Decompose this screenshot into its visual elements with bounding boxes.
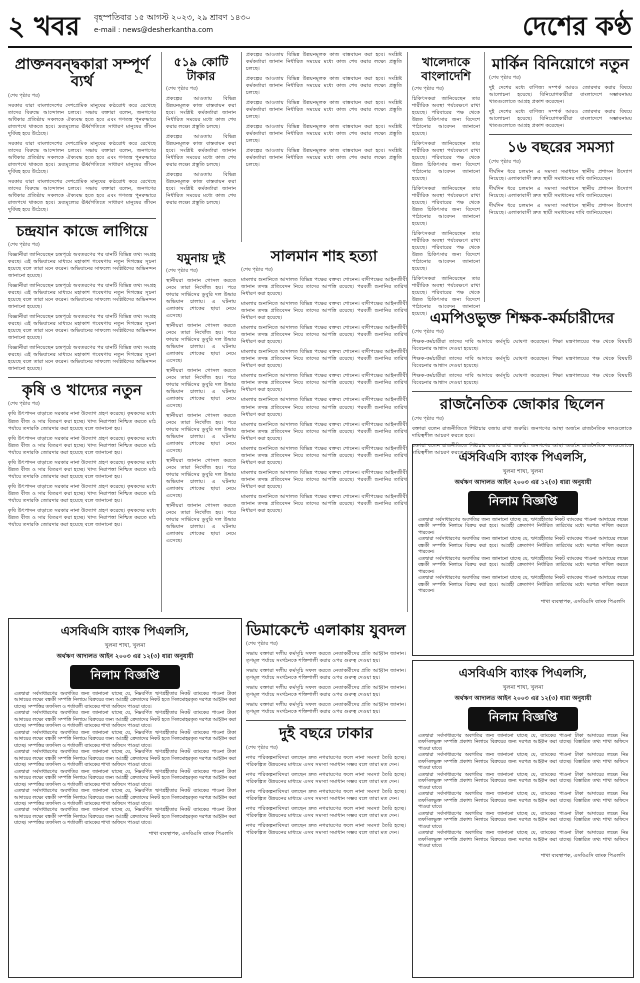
notice-title: নিলাম বিজ্ঞপ্তি [468,707,578,731]
story-body: কৃষি উৎপাদন বাড়াতে সরকার নানা উদ্যোগ গ্রহণ করেছে। কৃষকদের মধ্যে উন্নত বীজ ও সার বিতরণ করা হচ্ছে। খাদ্য নিরাপত্তা নিশ্চিত করতে মাঠ পর্যায়ে তদারকি জোরদার করা হয়েছে বলে জানানো হয়। [8,435,156,456]
story-body: বিজ্ঞানীরা জানিয়েছেন চন্দ্রপৃষ্ঠে অবতরণের পর যানটি বিভিন্ন তথ্য সংগ্রহ করছে। এই অভিযানের মাধ্যমে মহাকাশ গবেষণায় নতুন দিগন্তের সূচনা হয়েছে বলে তারা মনে করেন। অভিযানের সাফল্যে সংশ্লিষ্টদের অভিনন্দন জানানো হয়েছে। [8,345,156,373]
continuation-note: (শেষ পৃষ্ঠার পর) [241,267,273,274]
continuation-note: (শেষ পৃষ্ঠার পর) [246,744,278,751]
notice-body: এতদ্বারা সর্বসাধারণের অবগতির জন্য জানানো যাচ্ছে যে, ব্যাংকের পাওনা টাকা আদায়ের লক্ষ্যে নিম্ন তফসিলভুক্ত সম্পত্তি প্রকাশ্য নিলামে বিক্রয়ের জন্য দরপত্র আহ্বান করা যাচ্ছে। বিস্তারিত তথ্য শাখা অফিসে পাওয়া যাবে। [418,811,628,830]
column-3 [241,244,407,612]
continuation-note: (শেষ পৃষ্ঠার পর) [166,267,198,274]
headline[interactable]: সালমান শাহ হত্যা [270,247,378,265]
story-body: সভায় বক্তারা দলীয় কর্মসূচি সফল করতে নেতাকর্মীদের প্রতি আহ্বান জানান। তৃণমূল পর্যায়ে সংগঠনকে শক্তিশালী করার ওপর গুরুত্ব দেওয়া হয়। [246,668,406,682]
notice-body: এতদ্বারা সর্বসাধারণের অবগতির জন্য জানানো যাচ্ছে যে, নিম্নবর্ণিত ঋণগ্রহীতার নিকট ব্যাংকের পাওনা টাকা আদায়ের লক্ষ্যে বন্ধকী সম্পত্তি নিলামে বিক্রয়ের জন্য আগ্রহী ক্রেতাদের নিকট হতে সিলমোহরকৃত দরপত্র আহ্বান করা যাচ্ছে। সম্পত্তির তফসিল ও শর্তাবলী ব্যাংকের শাখা অফিসে পাওয়া যাবে। [14,789,236,807]
column-5 [489,52,632,302]
story-body: মামলার শুনানিতে আদালত বিভিন্ন পক্ষের বক্তব্য শোনেন। বাদীপক্ষের আইনজীবী জানান তদন্ত প্রতিবেদন নিয়ে তাদের আপত্তি রয়েছে। পরবর্তী শুনানির তারিখ নির্ধারণ করা হয়েছে। [241,349,407,370]
story-body: চিকিৎসকরা জানিয়েছেন তার শারীরিক অবস্থা পর্যবেক্ষণে রাখা হয়েছে। পরিবারের পক্ষ থেকে উন্নত চিকিৎসার জন্য বিদেশে পাঠানোর আবেদন জানানো হয়েছে। [412,275,480,318]
notice-address: খুলনা শাখা, খুলনা [104,643,146,649]
notice-title: নিলাম বিজ্ঞপ্তি [70,665,180,689]
notice-bank-name: এসবিএসি ব্যাংক পিএলসি, [60,624,190,638]
story-body: স্থানীয়রা জানান গোসল করতে নেমে তারা নিখোঁজ হয়। পরে ফায়ার সার্ভিসের ডুবুরি দল উদ্ধার অভিযান চালায়। এ ঘটনায় এলাকায় শোকের ছায়া নেমে এসেছে। [166,322,236,364]
story-body: নগর পরিকল্পনাবিদরা বলছেন দ্রুত নগরায়ণের ফলে নানা সমস্যা তৈরি হচ্ছে। পরিকল্পিত উন্নয়নের মাধ্যমে এসব সমস্যা সমাধান সম্ভব বলে তারা মত দেন। [246,805,406,819]
story-divider [246,720,406,721]
continuation-note: (শেষ পৃষ্ঠার পর) [246,641,278,648]
story-body: বিজ্ঞানীরা জানিয়েছেন চন্দ্রপৃষ্ঠে অবতরণের পর যানটি বিভিন্ন তথ্য সংগ্রহ করছে। এই অভিযানের মাধ্যমে মহাকাশ গবেষণায় নতুন দিগন্তের সূচনা হয়েছে বলে তারা মনে করেন। অভিযানের সাফল্যে সংশ্লিষ্টদের অভিনন্দন জানানো হয়েছে। [8,283,156,311]
story-body: কৃষি উৎপাদন বাড়াতে সরকার নানা উদ্যোগ গ্রহণ করেছে। কৃষকদের মধ্যে উন্নত বীজ ও সার বিতরণ করা হচ্ছে। খাদ্য নিরাপত্তা নিশ্চিত করতে মাঠ পর্যায়ে তদারকি জোরদার করা হয়েছে বলে জানানো হয়। [8,483,156,504]
story-body: নগর পরিকল্পনাবিদরা বলছেন দ্রুত নগরায়ণের ফলে নানা সমস্যা তৈরি হচ্ছে। পরিকল্পিত উন্নয়নের মাধ্যমে এসব সমস্যা সমাধান সম্ভব বলে তারা মত দেন। [246,788,406,802]
story-body: চিকিৎসকরা জানিয়েছেন তার শারীরিক অবস্থা পর্যবেক্ষণে রাখা হয়েছে। পরিবারের পক্ষ থেকে উন্নত চিকিৎসার জন্য বিদেশে পাঠানোর আবেদন জানানো হয়েছে। [412,230,480,272]
continuation-note: (শেষ পৃষ্ঠার পর) [8,92,40,99]
auction-notice [412,444,634,656]
continuation-note: (শেষ পৃষ্ঠার পর) [412,85,444,92]
notice-body: এতদ্বারা সর্বসাধারণের অবগতির জন্য জানানো যাচ্ছে যে, নিম্নবর্ণিত ঋণগ্রহীতার নিকট ব্যাংকের পাওনা টাকা আদায়ের লক্ষ্যে বন্ধকী সম্পত্তি নিলামে বিক্রয়ের জন্য আগ্রহী ক্রেতাদের নিকট হতে সিলমোহরকৃত দরপত্র আহ্বান করা যাচ্ছে। সম্পত্তির তফসিল ও শর্তাবলী ব্যাংকের শাখা অফিসে পাওয়া যাবে। [14,711,236,730]
auction-notice [8,618,242,978]
headline[interactable]: ডিমাকেন্টে এলাকায় যুবদল [246,621,406,639]
story-body: প্রকল্পের আওতায় বিভিন্ন উন্নয়নমূলক কাজ বাস্তবায়ন করা হবে। সংশ্লিষ্ট কর্মকর্তারা জানান নির্ধারিত সময়ের মধ্যে কাজ শেষ করার লক্ষ্যে প্রস্তুতি চলছে। [246,100,402,121]
story-body: স্থানীয়রা জানান গোসল করতে নেমে তারা নিখোঁজ হয়। পরে ফায়ার সার্ভিসের ডুবুরি দল উদ্ধার অভিযান চালায়। এ ঘটনায় এলাকায় শোকের ছায়া নেমে এসেছে। [166,458,236,500]
story-body: চিকিৎসকরা জানিয়েছেন তার শারীরিক অবস্থা পর্যবেক্ষণে রাখা হয়েছে। পরিবারের পক্ষ থেকে উন্নত চিকিৎসার জন্য বিদেশে পাঠানোর আবেদন জানানো হয়েছে। [412,95,480,137]
headline[interactable]: মার্কিন বিনিয়োগে নতুন [492,55,629,73]
story-body: সভায় বক্তারা দলীয় কর্মসূচি সফল করতে নেতাকর্মীদের প্রতি আহ্বান জানান। তৃণমূল পর্যায়ে সংগঠনকে শক্তিশালী করার ওপর গুরুত্ব দেওয়া হয়। [246,685,406,699]
story-body: মামলার শুনানিতে আদালত বিভিন্ন পক্ষের বক্তব্য শোনেন। বাদীপক্ষের আইনজীবী জানান তদন্ত প্রতিবেদন নিয়ে তাদের আপত্তি রয়েছে। পরবর্তী শুনানির তারিখ নির্ধারণ করা হয়েছে। [241,493,407,514]
story-body: কৃষি উৎপাদন বাড়াতে সরকার নানা উদ্যোগ গ্রহণ করেছে। কৃষকদের মধ্যে উন্নত বীজ ও সার বিতরণ করা হচ্ছে। খাদ্য নিরাপত্তা নিশ্চিত করতে মাঠ পর্যায়ে তদারকি জোরদার করা হয়েছে বলে জানানো হয়। [8,411,156,432]
story-divider [489,134,632,135]
email-address[interactable]: e-mail : news@desherkantha.com [94,26,214,34]
story-body: দীর্ঘদিন ধরে চলমান এ সমস্যা সমাধানে স্থানীয় প্রশাসন উদ্যোগ নিয়েছে। এলাকাবাসী দ্রুত স্থায়ী সমাধানের দাবি জানিয়েছেন। [489,168,632,182]
story-divider [8,377,156,378]
story-body: সরকার যারা বাংলাদেশের দেশপ্রেমিক মানুষের কণ্ঠরোধ করে রেখেছে তাদের বিরুদ্ধে আন্দোলন চলবে। সভায় বক্তারা বলেন, জনগণের অধিকার প্রতিষ্ঠায় সকলকে ঐক্যবদ্ধ হতে হবে এবং গণতন্ত্র পুনরুদ্ধারে রাজপথে থাকতে হবে। দ্রব্যমূল্যের ঊর্ধ্বগতিতে সাধারণ মানুষের জীবন দুর্বিষহ হয়ে উঠেছে। [8,140,156,175]
story-body: প্রকল্পের আওতায় বিভিন্ন উন্নয়নমূলক কাজ বাস্তবায়ন করা হবে। সংশ্লিষ্ট কর্মকর্তারা জানান নির্ধারিত সময়ের মধ্যে কাজ শেষ করার লক্ষ্যে প্রস্তুতি চলছে। [246,148,402,169]
notice-body: এতদ্বারা সর্বসাধারণের অবগতির জন্য জানানো যাচ্ছে যে, ঋণগ্রহীতার নিকট ব্যাংকের পাওনা আদায়ের লক্ষ্যে বন্ধকী সম্পত্তি নিলামে বিক্রয় করা হবে। আগ্রহী ক্রেতাগণ নির্ধারিত তারিখের মধ্যে দরপত্র দাখিল করতে পারবেন। [418,556,628,575]
headline[interactable]: দুই বছরে ঢাকার [279,724,373,743]
continuation-note: (শেষ পৃষ্ঠার পর) [166,85,198,92]
column-divider [484,52,485,302]
notice-signature: শাখা ব্যবস্থাপক, এসবিএসি ব্যাংক পিএলসি [540,853,625,860]
headline[interactable]: রাজনৈতিক জোকার ছিলেন [439,395,605,414]
story-body: মামলার শুনানিতে আদালত বিভিন্ন পক্ষের বক্তব্য শোনেন। বাদীপক্ষের আইনজীবী জানান তদন্ত প্রতিবেদন নিয়ে তাদের আপত্তি রয়েছে। পরবর্তী শুনানির তারিখ নির্ধারণ করা হয়েছে। [241,397,407,418]
notice-legal-act: অর্থঋণ আদালত আইন ২০০৩ এর ১২(৩) ধারা অনুযায়ী [454,479,592,486]
story-body: প্রকল্পের আওতায় বিভিন্ন উন্নয়নমূলক কাজ বাস্তবায়ন করা হবে। সংশ্লিষ্ট কর্মকর্তারা জানান নির্ধারিত সময়ের মধ্যে কাজ শেষ করার লক্ষ্যে প্রস্তুতি চলছে। [166,171,236,206]
story-body: স্থানীয়রা জানান গোসল করতে নেমে তারা নিখোঁজ হয়। পরে ফায়ার সার্ভিসের ডুবুরি দল উদ্ধার অভিযান চালায়। এ ঘটনায় এলাকায় শোকের ছায়া নেমে এসেছে। [166,413,236,455]
story-body: নগর পরিকল্পনাবিদরা বলছেন দ্রুত নগরায়ণের ফলে নানা সমস্যা তৈরি হচ্ছে। পরিকল্পিত উন্নয়নের মাধ্যমে এসব সমস্যা সমাধান সম্ভব বলে তারা মত দেন। [246,754,406,768]
continuation-note: (শেষ পৃষ্ঠার পর) [8,401,40,408]
notice-bank-name: এসবিএসি ব্যাংক পিএলসি, [458,666,588,680]
column-right-lower [412,306,632,456]
story-body: দীর্ঘদিন ধরে চলমান এ সমস্যা সমাধানে স্থানীয় প্রশাসন উদ্যোগ নিয়েছে। এলাকাবাসী দ্রুত স্থায়ী সমাধানের দাবি জানিয়েছেন। [489,185,632,199]
column-3-top [246,52,402,242]
story-body: মামলার শুনানিতে আদালত বিভিন্ন পক্ষের বক্তব্য শোনেন। বাদীপক্ষের আইনজীবী জানান তদন্ত প্রতিবেদন নিয়ে তাদের আপত্তি রয়েছে। পরবর্তী শুনানির তারিখ নির্ধারণ করা হয়েছে। [241,301,407,322]
page-number: ২ খবর [8,12,80,42]
headline[interactable]: এমপিওভুক্ত শিক্ষক-কর্মচারীদের [429,309,615,327]
notice-body: এতদ্বারা সর্বসাধারণের অবগতির জন্য জানানো যাচ্ছে যে, নিম্নবর্ণিত ঋণগ্রহীতার নিকট ব্যাংকের পাওনা টাকা আদায়ের লক্ষ্যে বন্ধকী সম্পত্তি নিলামে বিক্রয়ের জন্য আগ্রহী ক্রেতাদের নিকট হতে সিলমোহরকৃত দরপত্র আহ্বান করা যাচ্ছে। সম্পত্তির তফসিল ও শর্তাবলী ব্যাংকের শাখা অফিসে পাওয়া যাবে। [14,750,236,769]
story-body: বিজ্ঞানীরা জানিয়েছেন চন্দ্রপৃষ্ঠে অবতরণের পর যানটি বিভিন্ন তথ্য সংগ্রহ করছে। এই অভিযানের মাধ্যমে মহাকাশ গবেষণায় নতুন দিগন্তের সূচনা হয়েছে বলে তারা মনে করেন। অভিযানের সাফল্যে সংশ্লিষ্টদের অভিনন্দন জানানো হয়েছে। [8,251,156,280]
notice-body: এতদ্বারা সর্বসাধারণের অবগতির জন্য জানানো যাচ্ছে যে, নিম্নবর্ণিত ঋণগ্রহীতার নিকট ব্যাংকের পাওনা টাকা আদায়ের লক্ষ্যে বন্ধকী সম্পত্তি নিলামে বিক্রয়ের জন্য আগ্রহী ক্রেতাদের নিকট হতে সিলমোহরকৃত দরপত্র আহ্বান করা যাচ্ছে। সম্পত্তির তফসিল ও শর্তাবলী ব্যাংকের শাখা অফিসে পাওয়া যাবে। [14,730,236,749]
story-body: কৃষি উৎপাদন বাড়াতে সরকার নানা উদ্যোগ গ্রহণ করেছে। কৃষকদের মধ্যে উন্নত বীজ ও সার বিতরণ করা হচ্ছে। খাদ্য নিরাপত্তা নিশ্চিত করতে মাঠ পর্যায়ে তদারকি জোরদার করা হয়েছে বলে জানানো হয়। [8,507,156,528]
story-divider [412,391,632,392]
notice-title: নিলাম বিজ্ঞপ্তি [468,491,578,515]
story-body: বক্তারা বলেন রাজনীতিতে শিষ্টাচার বজায় রাখা জরুরি। জনগণের আস্থা অর্জনে রাজনৈতিক দলগুলোকে দায়িত্বশীল আচরণ করতে হবে। [412,442,632,456]
headline[interactable]: খালেদাকে বাংলাদেশি [421,55,471,83]
story-body: প্রকল্পের আওতায় বিভিন্ন উন্নয়নমূলক কাজ বাস্তবায়ন করা হবে। সংশ্লিষ্ট কর্মকর্তারা জানান নির্ধারিত সময়ের মধ্যে কাজ শেষ করার লক্ষ্যে প্রস্তুতি চলছে। [166,95,236,130]
column-4 [412,52,480,318]
story-body: চিকিৎসকরা জানিয়েছেন তার শারীরিক অবস্থা পর্যবেক্ষণে রাখা হয়েছে। পরিবারের পক্ষ থেকে উন্নত চিকিৎসার জন্য বিদেশে পাঠানোর আবেদন জানানো হয়েছে। [412,185,480,227]
notice-body: এতদ্বারা সর্বসাধারণের অবগতির জন্য জানানো যাচ্ছে যে, ঋণগ্রহীতার নিকট ব্যাংকের পাওনা আদায়ের লক্ষ্যে বন্ধকী সম্পত্তি নিলামে বিক্রয় করা হবে। আগ্রহী ক্রেতাগণ নির্ধারিত তারিখের মধ্যে দরপত্র দাখিল করতে পারবেন। [418,576,628,595]
column-divider [407,52,408,612]
notice-legal-act: অর্থঋণ আদালত আইন ২০০৩ এর ১২(৩) ধারা অনুযায়ী [56,653,194,660]
story-body: প্রকল্পের আওতায় বিভিন্ন উন্নয়নমূলক কাজ বাস্তবায়ন করা হবে। সংশ্লিষ্ট কর্মকর্তারা জানান নির্ধারিত সময়ের মধ্যে কাজ শেষ করার লক্ষ্যে প্রস্তুতি চলছে। [246,52,402,73]
column-divider [161,52,162,612]
continuation-note: (শেষ পৃষ্ঠার পর) [412,415,444,422]
continuation-note: (শেষ পৃষ্ঠার পর) [489,75,521,82]
notice-bank-name: এসবিএসি ব্যাংক পিএলসি, [458,450,588,464]
notice-body: এতদ্বারা সর্বসাধারণের অবগতির জন্য জানানো যাচ্ছে যে, নিম্নবর্ণিত ঋণগ্রহীতার নিকট ব্যাংকের পাওনা টাকা আদায়ের লক্ষ্যে বন্ধকী সম্পত্তি নিলামে বিক্রয়ের জন্য আগ্রহী ক্রেতাদের নিকট হতে সিলমোহরকৃত দরপত্র আহ্বান করা যাচ্ছে। সম্পত্তির তফসিল ও শর্তাবলী ব্যাংকের শাখা অফিসে পাওয়া যাবে। [14,769,236,788]
column-2 [166,52,236,242]
headline[interactable]: যমুনায় দুই [176,251,225,265]
column-divider [241,52,242,242]
masthead [8,6,632,48]
notice-body: এতদ্বারা সর্বসাধারণের অবগতির জন্য জানানো যাচ্ছে যে, ঋণগ্রহীতার নিকট ব্যাংকের পাওনা আদায়ের লক্ষ্যে বন্ধকী সম্পত্তি নিলামে বিক্রয় করা হবে। আগ্রহী ক্রেতাগণ নির্ধারিত তারিখের মধ্যে দরপত্র দাখিল করতে পারবেন। [418,537,628,556]
headline[interactable]: কৃষি ও খাদ্যের নতুন [22,381,142,400]
story-body: কৃষি উৎপাদন বাড়াতে সরকার নানা উদ্যোগ গ্রহণ করেছে। কৃষকদের মধ্যে উন্নত বীজ ও সার বিতরণ করা হচ্ছে। খাদ্য নিরাপত্তা নিশ্চিত করতে মাঠ পর্যায়ে তদারকি জোরদার করা হয়েছে বলে জানানো হয়। [8,459,156,480]
notice-body: এতদ্বারা সর্বসাধারণের অবগতির জন্য জানানো যাচ্ছে যে, ব্যাংকের পাওনা টাকা আদায়ের লক্ষ্যে নিম্ন তফসিলভুক্ত সম্পত্তি প্রকাশ্য নিলামে বিক্রয়ের জন্য দরপত্র আহ্বান করা যাচ্ছে। বিস্তারিত তথ্য শাখা অফিসে পাওয়া যাবে। [418,772,628,791]
story-body: প্রকল্পের আওতায় বিভিন্ন উন্নয়নমূলক কাজ বাস্তবায়ন করা হবে। সংশ্লিষ্ট কর্মকর্তারা জানান নির্ধারিত সময়ের মধ্যে কাজ শেষ করার লক্ষ্যে প্রস্তুতি চলছে। [246,76,402,97]
headline[interactable]: প্রাক্তনবন্দ্বকারা সম্পূর্ণ ব্যর্থ [14,55,150,91]
newspaper-logo: দেশের কণ্ঠ [522,12,632,42]
story-body: স্থানীয়রা জানান গোসল করতে নেমে তারা নিখোঁজ হয়। পরে ফায়ার সার্ভিসের ডুবুরি দল উদ্ধার অভিযান চালায়। এ ঘটনায় এলাকায় শোকের ছায়া নেমে এসেছে। [166,367,236,410]
notice-signature: শাখা ব্যবস্থাপক, এসবিএসি ব্যাংক পিএলসি [148,830,233,837]
story-body: মামলার শুনানিতে আদালত বিভিন্ন পক্ষের বক্তব্য শোনেন। বাদীপক্ষের আইনজীবী জানান তদন্ত প্রতিবেদন নিয়ে তাদের আপত্তি রয়েছে। পরবর্তী শুনানির তারিখ নির্ধারণ করা হয়েছে। [241,469,407,490]
headline[interactable]: ১৬ বছরের সমস্যা [507,138,614,157]
story-body: প্রকল্পের আওতায় বিভিন্ন উন্নয়নমূলক কাজ বাস্তবায়ন করা হবে। সংশ্লিষ্ট কর্মকর্তারা জানান নির্ধারিত সময়ের মধ্যে কাজ শেষ করার লক্ষ্যে প্রস্তুতি চলছে। [246,124,402,145]
story-body: শিক্ষক-কর্মচারীরা তাদের দাবি আদায়ে কর্মসূচি ঘোষণা করেছেন। শিক্ষা মন্ত্রণালয়ের পক্ষ থেকে বিষয়টি বিবেচনার আশ্বাস দেওয়া হয়েছে। [412,356,632,370]
notice-body: এতদ্বারা সর্বসাধারণের অবগতির জন্য জানানো যাচ্ছে যে, ব্যাংকের পাওনা টাকা আদায়ের লক্ষ্যে নিম্ন তফসিলভুক্ত সম্পত্তি প্রকাশ্য নিলামে বিক্রয়ের জন্য দরপত্র আহ্বান করা যাচ্ছে। বিস্তারিত তথ্য শাখা অফিসে পাওয়া যাবে। [418,753,628,772]
notice-body: এতদ্বারা সর্বসাধারণের অবগতির জন্য জানানো যাচ্ছে যে, ঋণগ্রহীতার নিকট ব্যাংকের পাওনা আদায়ের লক্ষ্যে বন্ধকী সম্পত্তি নিলামে বিক্রয় করা হবে। আগ্রহী ক্রেতাগণ নির্ধারিত তারিখের মধ্যে দরপত্র দাখিল করতে পারবেন। [418,518,628,536]
notice-legal-act: অর্থঋণ আদালত আইন ২০০৩ এর ১২(৩) ধারা অনুযায়ী [454,695,592,702]
story-body: মামলার শুনানিতে আদালত বিভিন্ন পক্ষের বক্তব্য শোনেন। বাদীপক্ষের আইনজীবী জানান তদন্ত প্রতিবেদন নিয়ে তাদের আপত্তি রয়েছে। পরবর্তী শুনানির তারিখ নির্ধারণ করা হয়েছে। [241,373,407,394]
continuation-note: (শেষ পৃষ্ঠার পর) [489,158,521,165]
story-body: নগর পরিকল্পনাবিদরা বলছেন দ্রুত নগরায়ণের ফলে নানা সমস্যা তৈরি হচ্ছে। পরিকল্পিত উন্নয়নের মাধ্যমে এসব সমস্যা সমাধান সম্ভব বলে তারা মত দেন। [246,822,406,836]
continuation-note: (শেষ পৃষ্ঠার পর) [412,329,444,336]
notice-body: এতদ্বারা সর্বসাধারণের অবগতির জন্য জানানো যাচ্ছে যে, ব্যাংকের পাওনা টাকা আদায়ের লক্ষ্যে নিম্ন তফসিলভুক্ত সম্পত্তি প্রকাশ্য নিলামে বিক্রয়ের জন্য দরপত্র আহ্বান করা যাচ্ছে। বিস্তারিত তথ্য শাখা অফিসে পাওয়া যাবে। [418,734,628,752]
column-bottom-middle [246,618,406,976]
story-body: মামলার শুনানিতে আদালত বিভিন্ন পক্ষের বক্তব্য শোনেন। বাদীপক্ষের আইনজীবী জানান তদন্ত প্রতিবেদন নিয়ে তাদের আপত্তি রয়েছে। পরবর্তী শুনানির তারিখ নির্ধারণ করা হয়েছে। [241,325,407,346]
notice-signature: শাখা ব্যবস্থাপক, এসবিএসি ব্যাংক পিএলসি [540,598,625,605]
story-body: সভায় বক্তারা দলীয় কর্মসূচি সফল করতে নেতাকর্মীদের প্রতি আহ্বান জানান। তৃণমূল পর্যায়ে সংগঠনকে শক্তিশালী করার ওপর গুরুত্ব দেওয়া হয়। [246,702,406,716]
story-body: প্রকল্পের আওতায় বিভিন্ন উন্নয়নমূলক কাজ বাস্তবায়ন করা হবে। সংশ্লিষ্ট কর্মকর্তারা জানান নির্ধারিত সময়ের মধ্যে কাজ শেষ করার লক্ষ্যে প্রস্তুতি চলছে। [166,133,236,168]
headline[interactable]: চন্দ্রযান কাজে লাগিয়ে [16,221,148,240]
notice-body: এতদ্বারা সর্বসাধারণের অবগতির জন্য জানানো যাচ্ছে যে, নিম্নবর্ণিত ঋণগ্রহীতার নিকট ব্যাংকের পাওনা টাকা আদায়ের লক্ষ্যে বন্ধকী সম্পত্তি নিলামে বিক্রয়ের জন্য আগ্রহী ক্রেতাদের নিকট হতে সিলমোহরকৃত দরপত্র আহ্বান করা যাচ্ছে। সম্পত্তির তফসিল ও শর্তাবলী ব্যাংকের শাখা অফিসে পাওয়া যাবে। [14,808,236,827]
notice-address: খুলনা শাখা, খুলনা [502,469,544,475]
story-body: সরকার যারা বাংলাদেশের দেশপ্রেমিক মানুষের কণ্ঠরোধ করে রেখেছে তাদের বিরুদ্ধে আন্দোলন চলবে। সভায় বক্তারা বলেন, জনগণের অধিকার প্রতিষ্ঠায় সকলকে ঐক্যবদ্ধ হতে হবে এবং গণতন্ত্র পুনরুদ্ধারে রাজপথে থাকতে হবে। দ্রব্যমূল্যের ঊর্ধ্বগতিতে সাধারণ মানুষের জীবন দুর্বিষহ হয়ে উঠেছে। [8,102,156,137]
story-body: দীর্ঘদিন ধরে চলমান এ সমস্যা সমাধানে স্থানীয় প্রশাসন উদ্যোগ নিয়েছে। এলাকাবাসী দ্রুত স্থায়ী সমাধানের দাবি জানিয়েছেন। [489,202,632,216]
story-body: দুই দেশের মধ্যে বাণিজ্য সম্পর্ক আরও জোরদার করার বিষয়ে আলোচনা হয়েছে। বিনিয়োগকারীরা বাংলাদেশে সম্ভাবনাময় খাতগুলোতে আগ্রহ প্রকাশ করেছেন। [489,109,632,130]
headline[interactable]: ৫১৯ কোটি টাকার [173,55,229,83]
story-body: মামলার শুনানিতে আদালত বিভিন্ন পক্ষের বক্তব্য শোনেন। বাদীপক্ষের আইনজীবী জানান তদন্ত প্রতিবেদন নিয়ে তাদের আপত্তি রয়েছে। পরবর্তী শুনানির তারিখ নির্ধারণ করা হয়েছে। [241,421,407,442]
story-body: বিজ্ঞানীরা জানিয়েছেন চন্দ্রপৃষ্ঠে অবতরণের পর যানটি বিভিন্ন তথ্য সংগ্রহ করছে। এই অভিযানের মাধ্যমে মহাকাশ গবেষণায় নতুন দিগন্তের সূচনা হয়েছে বলে তারা মনে করেন। অভিযানের সাফল্যে সংশ্লিষ্টদের অভিনন্দন জানানো হয়েছে। [8,314,156,342]
story-body: স্থানীয়রা জানান গোসল করতে নেমে তারা নিখোঁজ হয়। পরে ফায়ার সার্ভিসের ডুবুরি দল উদ্ধার অভিযান চালায়। এ ঘটনায় এলাকায় শোকের ছায়া নেমে এসেছে। [166,277,236,319]
dateline: বৃহস্পতিবার ১৫ আগস্ট ২০২৩, ২৯ শ্রাবণ ১৪৩০ [94,13,251,22]
notice-body: এতদ্বারা সর্বসাধারণের অবগতির জন্য জানানো যাচ্ছে যে, ব্যাংকের পাওনা টাকা আদায়ের লক্ষ্যে নিম্ন তফসিলভুক্ত সম্পত্তি প্রকাশ্য নিলামে বিক্রয়ের জন্য দরপত্র আহ্বান করা যাচ্ছে। বিস্তারিত তথ্য শাখা অফিসে পাওয়া যাবে। [418,831,628,849]
auction-notice [412,660,634,978]
story-body: চিকিৎসকরা জানিয়েছেন তার শারীরিক অবস্থা পর্যবেক্ষণে রাখা হয়েছে। পরিবারের পক্ষ থেকে উন্নত চিকিৎসার জন্য বিদেশে পাঠানোর আবেদন জানানো হয়েছে। [412,140,480,182]
story-body: মামলার শুনানিতে আদালত বিভিন্ন পক্ষের বক্তব্য শোনেন। বাদীপক্ষের আইনজীবী জানান তদন্ত প্রতিবেদন নিয়ে তাদের আপত্তি রয়েছে। পরবর্তী শুনানির তারিখ নির্ধারণ করা হয়েছে। [241,445,407,466]
story-body: সরকার যারা বাংলাদেশের দেশপ্রেমিক মানুষের কণ্ঠরোধ করে রেখেছে তাদের বিরুদ্ধে আন্দোলন চলবে। সভায় বক্তারা বলেন, জনগণের অধিকার প্রতিষ্ঠায় সকলকে ঐক্যবদ্ধ হতে হবে এবং গণতন্ত্র পুনরুদ্ধারে রাজপথে থাকতে হবে। দ্রব্যমূল্যের ঊর্ধ্বগতিতে সাধারণ মানুষের জীবন দুর্বিষহ হয়ে উঠেছে। [8,178,156,213]
story-body: বক্তারা বলেন রাজনীতিতে শিষ্টাচার বজায় রাখা জরুরি। জনগণের আস্থা অর্জনে রাজনৈতিক দলগুলোকে দায়িত্বশীল আচরণ করতে হবে। [412,425,632,439]
story-body: শিক্ষক-কর্মচারীরা তাদের দাবি আদায়ে কর্মসূচি ঘোষণা করেছেন। শিক্ষা মন্ত্রণালয়ের পক্ষ থেকে বিষয়টি বিবেচনার আশ্বাস দেওয়া হয়েছে। [412,373,632,387]
story-divider [8,218,156,219]
notice-body: এতদ্বারা সর্বসাধারণের অবগতির জন্য জানানো যাচ্ছে যে, ব্যাংকের পাওনা টাকা আদায়ের লক্ষ্যে নিম্ন তফসিলভুক্ত সম্পত্তি প্রকাশ্য নিলামে বিক্রয়ের জন্য দরপত্র আহ্বান করা যাচ্ছে। বিস্তারিত তথ্য শাখা অফিসে পাওয়া যাবে। [418,792,628,811]
story-body: নগর পরিকল্পনাবিদরা বলছেন দ্রুত নগরায়ণের ফলে নানা সমস্যা তৈরি হচ্ছে। পরিকল্পিত উন্নয়নের মাধ্যমে এসব সমস্যা সমাধান সম্ভব বলে তারা মত দেন। [246,771,406,785]
notice-address: খুলনা শাখা, খুলনা [502,685,544,691]
column-2-lower [166,248,236,612]
continuation-note: (শেষ পৃষ্ঠার পর) [8,241,40,248]
story-body: স্থানীয়রা জানান গোসল করতে নেমে তারা নিখোঁজ হয়। পরে ফায়ার সার্ভিসের ডুবুরি দল উদ্ধার অভিযান চালায়। এ ঘটনায় এলাকায় শোকের ছায়া নেমে এসেছে। [166,503,236,545]
story-body: মামলার শুনানিতে আদালত বিভিন্ন পক্ষের বক্তব্য শোনেন। বাদীপক্ষের আইনজীবী জানান তদন্ত প্রতিবেদন নিয়ে তাদের আপত্তি রয়েছে। পরবর্তী শুনানির তারিখ নির্ধারণ করা হয়েছে। [241,277,407,298]
column-1 [8,52,156,612]
story-body: সভায় বক্তারা দলীয় কর্মসূচি সফল করতে নেতাকর্মীদের প্রতি আহ্বান জানান। তৃণমূল পর্যায়ে সংগঠনকে শক্তিশালী করার ওপর গুরুত্ব দেওয়া হয়। [246,651,406,665]
notice-body: এতদ্বারা সর্বসাধারণের অবগতির জন্য জানানো যাচ্ছে যে, নিম্নবর্ণিত ঋণগ্রহীতার নিকট ব্যাংকের পাওনা টাকা আদায়ের লক্ষ্যে বন্ধকী সম্পত্তি নিলামে বিক্রয়ের জন্য আগ্রহী ক্রেতাদের নিকট হতে সিলমোহরকৃত দরপত্র আহ্বান করা যাচ্ছে। সম্পত্তির তফসিল ও শর্তাবলী ব্যাংকের শাখা অফিসে পাওয়া যাবে। [14,692,236,710]
story-body: দুই দেশের মধ্যে বাণিজ্য সম্পর্ক আরও জোরদার করার বিষয়ে আলোচনা হয়েছে। বিনিয়োগকারীরা বাংলাদেশে সম্ভাবনাময় খাতগুলোতে আগ্রহ প্রকাশ করেছেন। [489,85,632,106]
story-body: শিক্ষক-কর্মচারীরা তাদের দাবি আদায়ে কর্মসূচি ঘোষণা করেছেন। শিক্ষা মন্ত্রণালয়ের পক্ষ থেকে বিষয়টি বিবেচনার আশ্বাস দেওয়া হয়েছে। [412,339,632,353]
